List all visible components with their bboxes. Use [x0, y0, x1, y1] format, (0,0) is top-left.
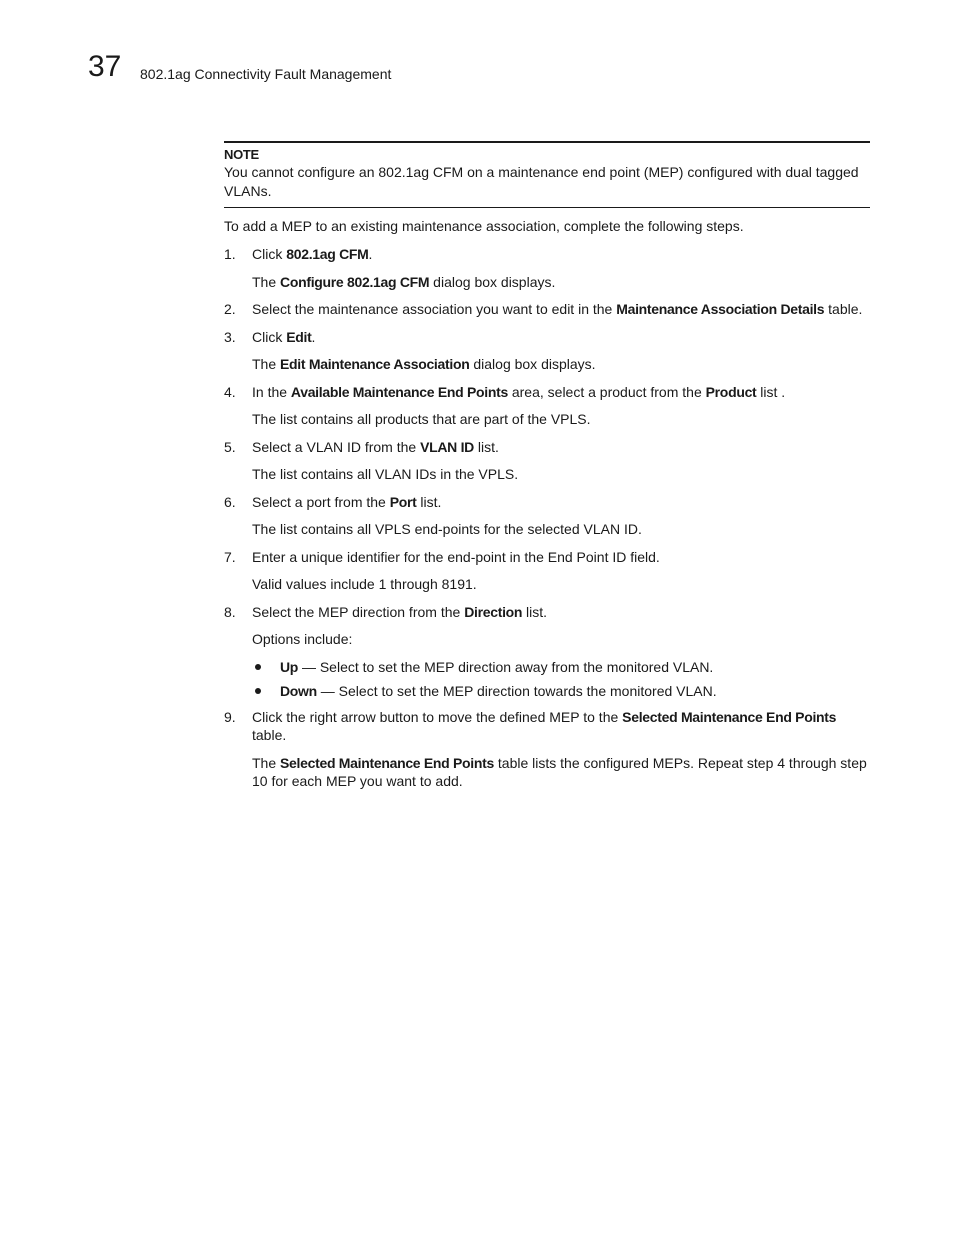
step-3-result: [224, 355, 870, 374]
step-1-result: [224, 273, 870, 292]
list-item: [280, 682, 870, 701]
ui-label: Edit: [286, 328, 312, 345]
chapter-title: 802.1ag Connectivity Fault Management: [140, 66, 392, 82]
ui-label: VLAN ID: [420, 438, 474, 455]
step-5-note: The list contains all VLAN IDs in the VPLS.: [252, 466, 519, 482]
step-text: Click: [252, 328, 287, 345]
intro-paragraph: To add a MEP to an existing maintenance association, complete the following steps.: [224, 218, 744, 234]
ui-label: Available Maintenance End Points: [290, 383, 508, 400]
bullet-icon: [255, 664, 261, 670]
step-text: The: [252, 273, 281, 290]
step-number: 7.: [224, 548, 236, 565]
step-number: 1.: [224, 246, 236, 262]
step-text: area, select a product from the: [507, 383, 706, 400]
step-7: [224, 548, 870, 567]
step-9: [224, 708, 870, 745]
step-8: [224, 603, 870, 622]
step-1: [224, 245, 870, 264]
step-text: .: [311, 328, 316, 345]
step-text: .: [368, 246, 373, 262]
step-number: 8.: [224, 603, 236, 620]
ui-label: Edit Maintenance Association: [280, 356, 470, 372]
step-number: 2.: [224, 301, 236, 317]
step-text: The: [252, 754, 281, 771]
step-text: list.: [473, 438, 499, 455]
step-text: Select the MEP direction from the: [252, 603, 465, 620]
step-4: [224, 383, 870, 402]
ui-label: Selected Maintenance End Points: [622, 708, 837, 725]
direction-options: [224, 658, 870, 701]
ui-label: Direction: [464, 603, 523, 620]
ui-label: Maintenance Association Details: [616, 301, 825, 317]
step-text: Select a VLAN ID from the: [252, 438, 421, 455]
step-number: 5.: [224, 438, 236, 455]
step-list: [224, 245, 870, 791]
ui-label: Port: [389, 493, 417, 510]
step-text: table lists the configured MEPs. Repeat step 4 through step 10 for each MEP you want to add.: [252, 754, 867, 789]
step-text: dialog box displays.: [469, 356, 596, 372]
step-text: Click: [252, 246, 287, 262]
ui-label: Up: [280, 658, 299, 675]
chapter-number: 37: [88, 50, 122, 83]
step-number: 6.: [224, 493, 236, 510]
step-number: 9.: [224, 708, 236, 725]
step-text: table.: [824, 301, 863, 317]
step-number: 4.: [224, 383, 236, 400]
step-text: table.: [252, 727, 287, 743]
note-label: NOTE: [224, 147, 259, 162]
step-7-note: Valid values include 1 through 8191.: [252, 576, 477, 592]
step-text: In the: [252, 383, 291, 400]
ui-label: Product: [705, 383, 757, 400]
page-content: [224, 141, 870, 800]
ui-label: 802.1ag CFM: [286, 246, 369, 262]
bullet-text: — Select to set the MEP direction away from the monitored VLAN.: [298, 658, 714, 675]
step-text: list.: [416, 493, 442, 510]
bullet-text: — Select to set the MEP direction towards the monitored VLAN.: [316, 683, 717, 699]
step-4-note: The list contains all products that are part of the VPLS.: [252, 411, 591, 427]
bullet-icon: [255, 688, 261, 694]
step-text: list .: [756, 383, 786, 400]
step-9-result: [224, 754, 870, 791]
step-text: Select the maintenance association you want to edit in the: [252, 301, 617, 317]
step-6: [224, 493, 870, 512]
step-text: list.: [522, 603, 548, 620]
step-5: [224, 438, 870, 457]
step-text: Click the right arrow button to move the defined MEP to the: [252, 708, 623, 725]
step-text: dialog box displays.: [429, 273, 556, 290]
step-6-note: The list contains all VPLS end-points for the selected VLAN ID.: [252, 521, 642, 537]
step-text: Select a port from the: [252, 493, 390, 510]
ui-label: Configure 802.1ag CFM: [280, 273, 430, 290]
note-text: You cannot configure an 802.1ag CFM on a maintenance end point (MEP) configured with dual tagged VLANs.: [224, 164, 859, 199]
ui-label: Selected Maintenance End Points: [280, 754, 494, 771]
step-8-note: Options include:: [252, 631, 353, 647]
step-2: [224, 300, 870, 319]
step-number: 3.: [224, 328, 236, 345]
step-text: Enter a unique identifier for the end-point in the End Point ID field.: [252, 548, 660, 565]
note-box: [224, 141, 870, 208]
ui-label: Down: [280, 683, 317, 699]
step-text: The: [252, 356, 281, 372]
list-item: [280, 658, 870, 677]
step-3: [224, 328, 870, 347]
